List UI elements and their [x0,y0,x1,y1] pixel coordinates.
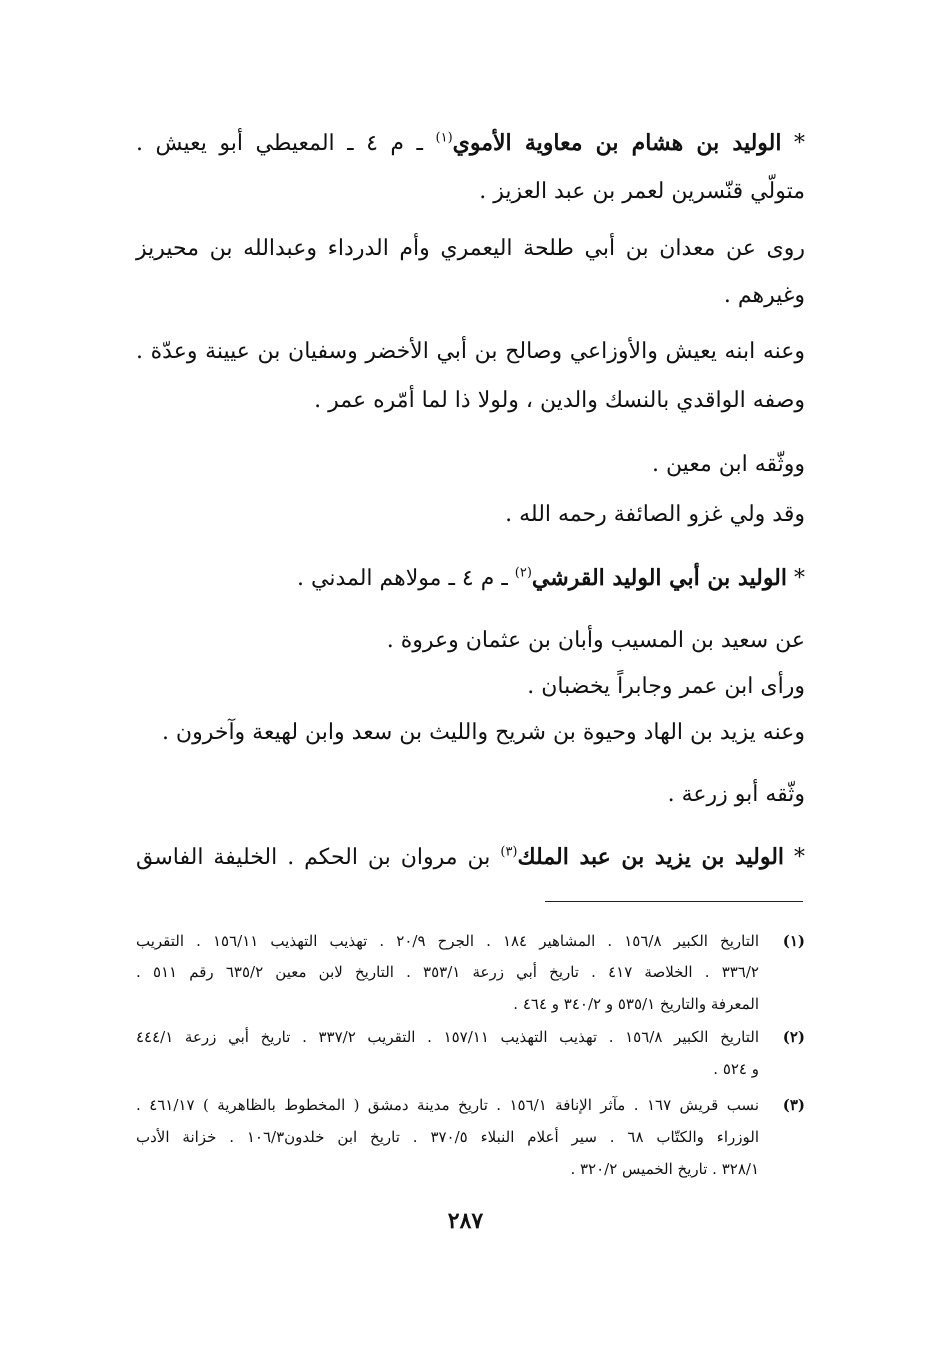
footnote-3-line-3: ٣٢٨/١ . تاريخ الخميس ٣٢٠/٢ . [570,1160,759,1178]
entry-1-line-7: ووثّقه ابن معين . [651,452,805,477]
entry-2-heading [297,561,805,596]
entry-marker: * [787,566,805,591]
entry-2-line-2: عن سعيد بن المسيب وأبان بن عثمان وعروة . [386,628,805,653]
footnote-1-number: (١) [782,932,805,950]
entry-3-heading-rest: بن مروان بن الحكم . الخليفة الفاسق [136,845,501,870]
footnote-2-line-1: التاريخ الكبير ١٥٦/٨ . تهذيب التهذيب ١٥٧/١١ . التقريب ٣٣٧/٢ . تاريخ أبي زرعة ٤٤٤/١ [136,1028,760,1046]
footnote-3-line-1: نسب قريش ١٦٧ . مآثر الإنافة ١٥٦/١ . تاريخ مدينة دمشق ( المخطوط بالظاهرية ) ٤٦١/١٧ . [136,1096,759,1114]
entry-2-line-3: ورأى ابن عمر وجابراً يخضبان . [527,674,805,699]
entry-1-line-5: وعنه ابنه يعيش والأوزاعي وصالح بن أبي الأخضر وسفيان بن عيينة وعدّة . [136,339,805,364]
footnote-2-number: (٢) [782,1028,805,1046]
entry-2-line-4: وعنه يزيد بن الهاد وحيوة بن شريح والليث بن سعد وابن لهيعة وآخرون . [161,720,805,745]
footnote-3-line-2: الوزراء والكتّاب ٦٨ . سير أعلام النبلاء ٣٧٠/٥ . تاريخ ابن خلدون١٠٦/٣ . خزانة الأدب [136,1128,759,1146]
entry-1-line-2: متولّي قنّسرين لعمر بن عبد العزيز . [479,179,805,204]
entry-1-heading-rest: ـ م ٤ ـ المعيطي أبو يعيش . [136,131,436,156]
entry-marker: * [784,845,805,870]
entry-2-line-5: وثّقه أبو زرعة . [667,782,805,807]
footnote-divider [545,901,803,902]
footnote-ref-2[interactable]: (٢) [514,565,532,581]
entry-3-name: الوليد بن يزيد بن عبد الملك [517,844,785,870]
entry-1-line-8: وقد ولي غزو الصائفة رحمه الله . [505,502,805,527]
footnote-ref-3[interactable]: (٣) [500,844,518,860]
entry-1-line-4: وغيرهم . [723,283,805,308]
entry-marker: * [781,131,805,156]
footnote-2-line-2: و ٥٢٤ . [713,1060,759,1078]
footnote-1-line-3: المعرفة والتاريخ ٥٣٥/١ و ٣٤٠/٢ و ٤٦٤ . [513,995,759,1013]
footnote-3-number: (٣) [782,1096,805,1114]
entry-1-name: الوليد بن هشام بن معاوية الأموي [452,130,782,156]
entry-3-heading [136,840,805,875]
entry-1-line-6: وصفه الواقدي بالنسك والدين ، ولولا ذا لما أمّره عمر . [314,388,805,413]
entry-1-line-3: روى عن معدان بن أبي طلحة اليعمري وأم الدرداء وعبدالله بن محيريز [136,236,805,261]
entry-2-name: الوليد بن أبي الوليد القرشي [531,565,787,591]
footnote-1-line-2: ٣٣٦/٢ . الخلاصة ٤١٧ . تاريخ أبي زرعة ٣٥٣/١ . التاريخ لابن معين ٦٣٥/٢ رقم ٥١١ . [136,963,759,981]
page-number: ٢٨٧ [447,1208,484,1234]
footnote-1-line-1: التاريخ الكبير ١٥٦/٨ . المشاهير ١٨٤ . الجرح ٢٠/٩ . تهذيب التهذيب ١٥٦/١١ . التقريب [136,932,759,950]
footnote-ref-1[interactable]: (١) [435,130,453,146]
entry-1-heading [136,126,805,161]
entry-2-heading-rest: ـ م ٤ ـ مولاهم المدني . [297,566,515,591]
